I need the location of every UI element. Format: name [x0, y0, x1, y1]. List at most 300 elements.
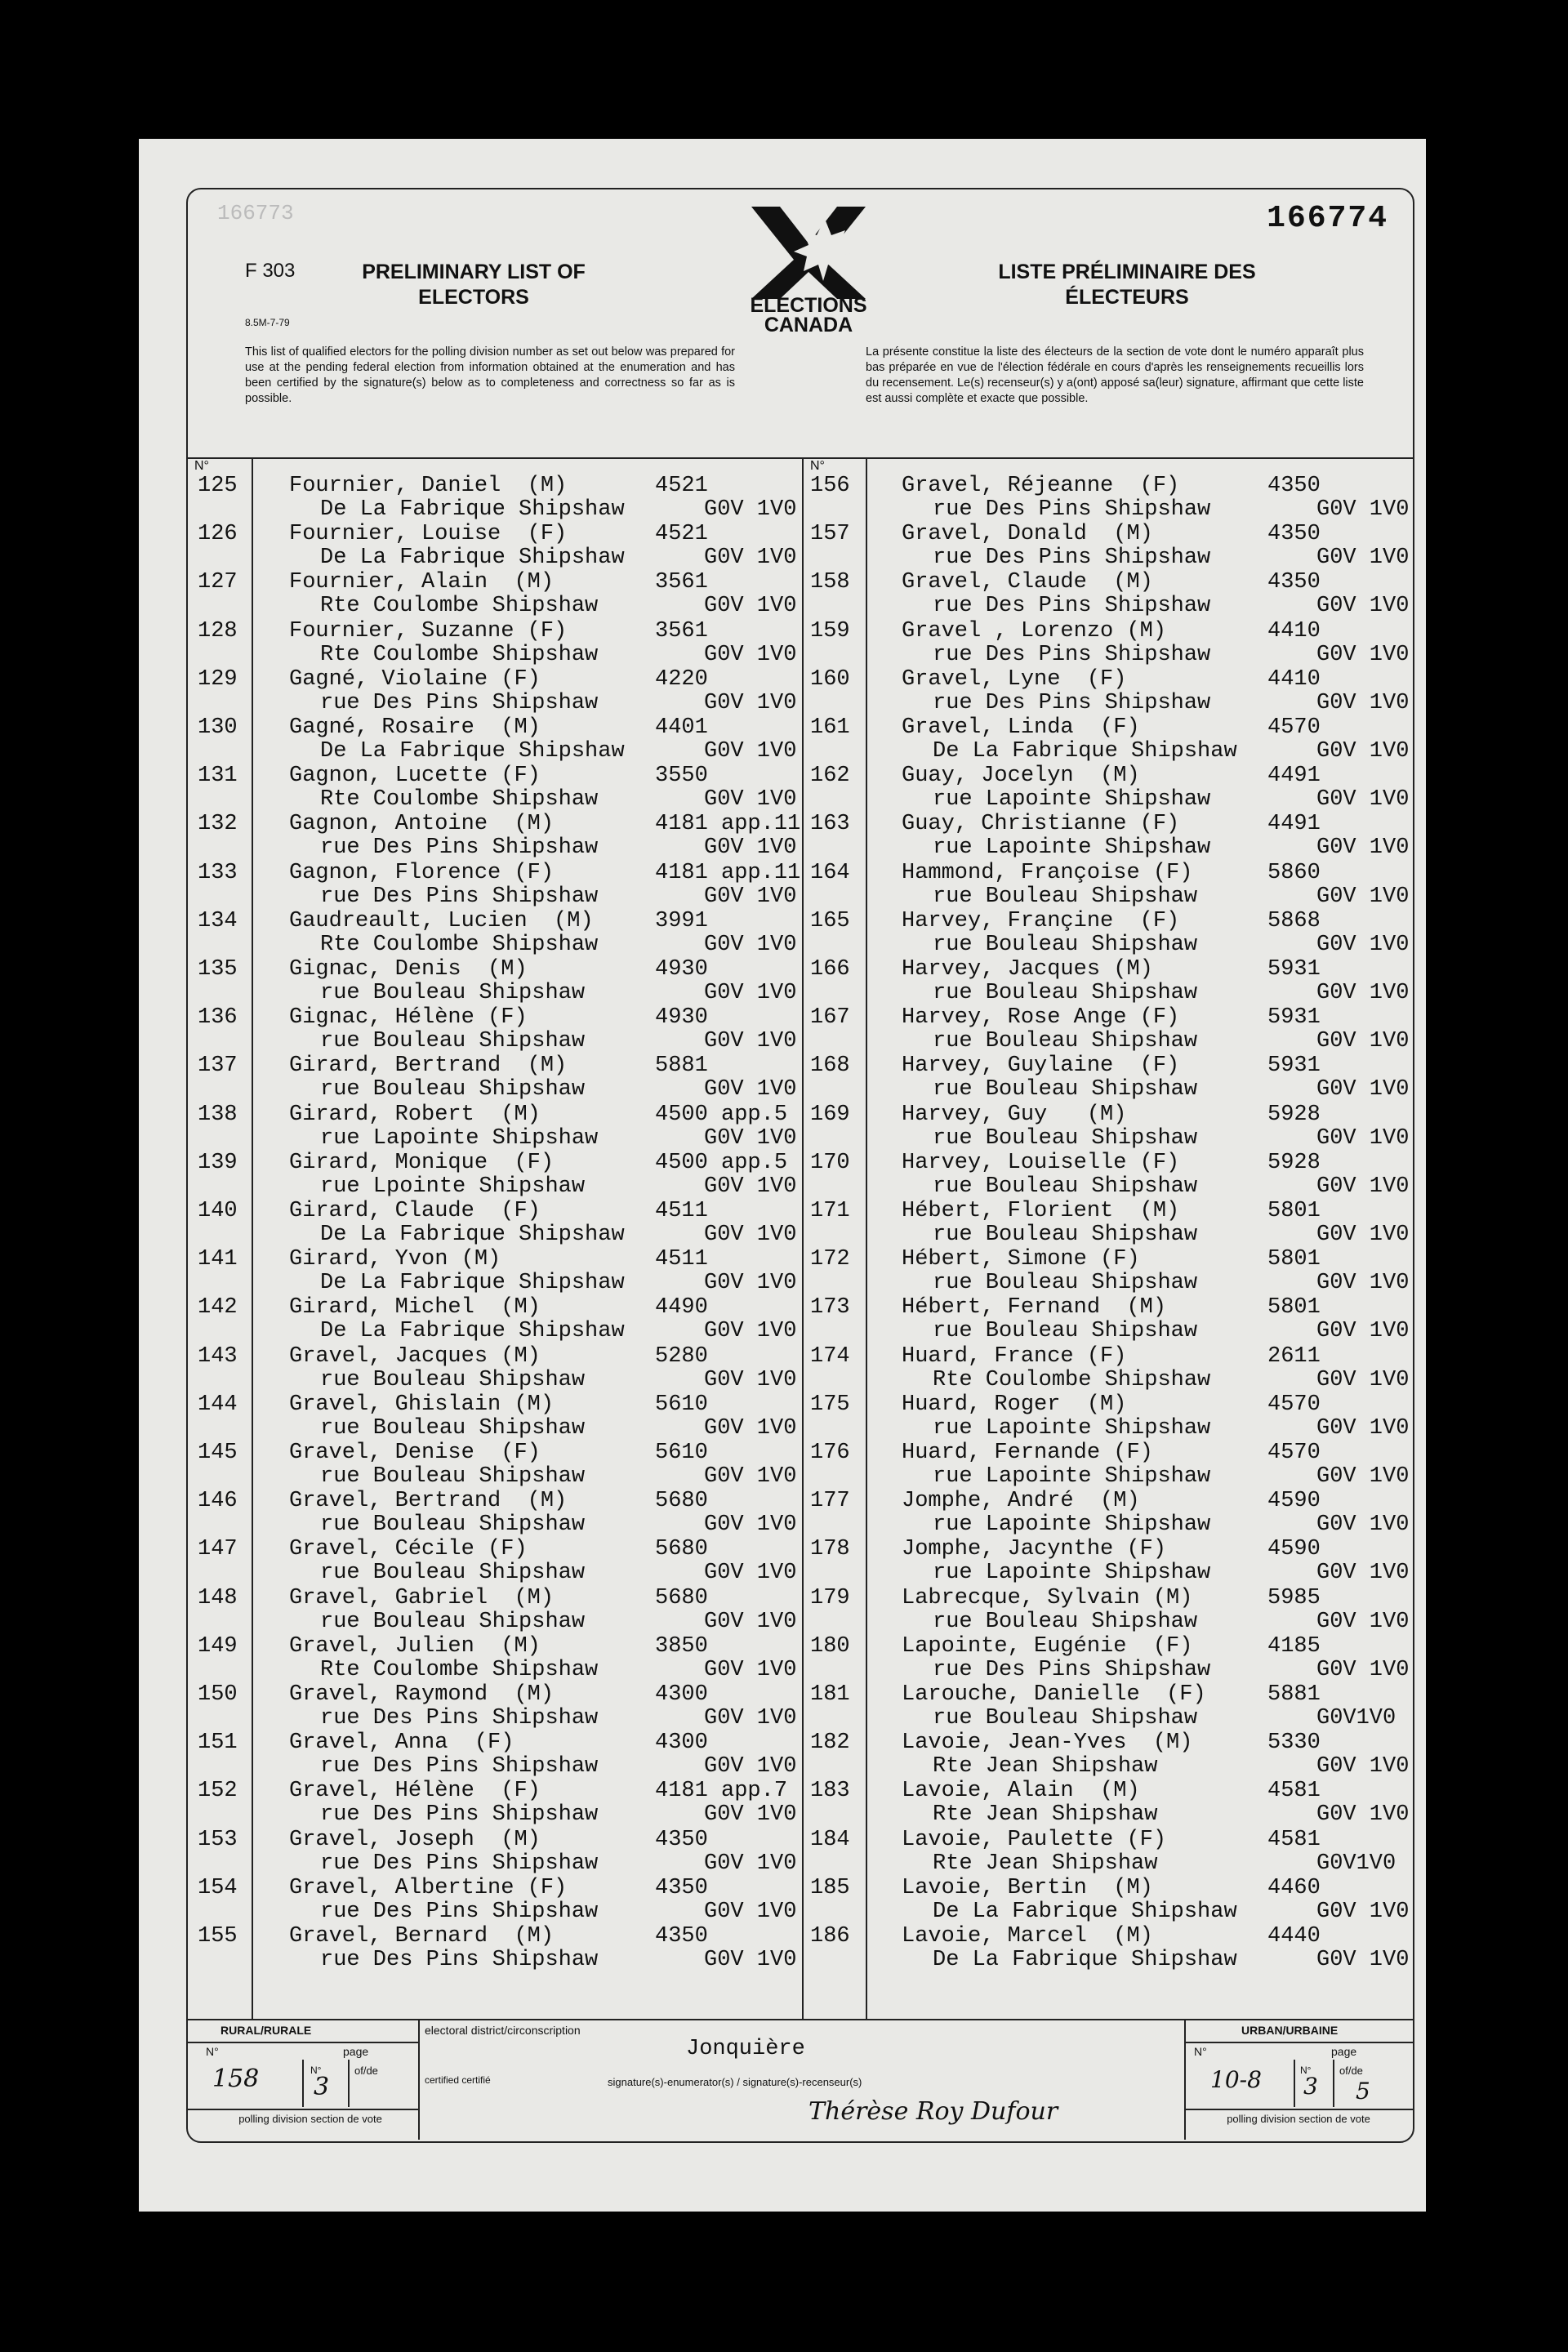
civic-number: 4350 [655, 1924, 708, 1949]
elector-name: Gagnon, Florence (F) [289, 860, 555, 885]
elector-entry [810, 861, 1431, 910]
elector-name: Gravel, Denise (F) [289, 1441, 541, 1465]
postal-code: G0V 1V0 [704, 1367, 797, 1392]
postal-code: G0V 1V0 [704, 546, 797, 571]
elector-name: Girard, Monique (F) [289, 1150, 555, 1175]
postal-code: G0V 1V0 [704, 690, 797, 715]
title-french: LISTE PRÉLIMINAIRE DES ÉLECTEURS [998, 261, 1256, 309]
elector-entry [198, 1199, 818, 1248]
street-address: rue Bouleau Shipshaw [933, 1077, 1198, 1102]
street-address: rue Lapointe Shipshaw [933, 1561, 1211, 1586]
elector-entry [198, 1924, 818, 1973]
elector-name: Harvey, Louiselle (F) [902, 1150, 1180, 1175]
street-address: De La Fabrique Shipshaw [933, 1948, 1237, 1972]
elector-number: 161 [810, 715, 850, 740]
street-address: rue Lapointe Shipshaw [320, 1125, 599, 1151]
postal-code: G0V 1V0 [704, 1754, 797, 1780]
street-address: De La Fabrique Shipshaw [933, 1899, 1237, 1924]
elector-name: Gignac, Denis (M) [289, 957, 528, 982]
elector-number: 136 [198, 1005, 238, 1031]
elector-entry [810, 1489, 1431, 1538]
elector-number: 126 [198, 522, 238, 547]
street-address: rue Bouleau Shipshaw [320, 1029, 586, 1054]
elector-entry [198, 1779, 818, 1828]
postal-code: G0V 1V0 [1316, 1029, 1410, 1054]
street-address: rue Bouleau Shipshaw [320, 1367, 586, 1392]
street-address: rue Des Pins Shipshaw [320, 884, 599, 909]
elector-name: Gagnon, Lucette (F) [289, 764, 541, 789]
elector-name: Gagnon, Antoine (M) [289, 812, 555, 837]
street-address: De La Fabrique Shipshaw [320, 1319, 625, 1344]
elector-entry [810, 474, 1431, 523]
civic-number: 4401 [655, 715, 708, 740]
no-label-left: N° [194, 459, 209, 473]
civic-number: 5931 [1267, 1005, 1321, 1031]
postal-code: G0V1V0 [1316, 1851, 1396, 1876]
postal-code: G0V 1V0 [704, 497, 797, 522]
elector-number: 167 [810, 1005, 850, 1031]
street-address: Rte Coulombe Shipshaw [320, 594, 599, 619]
elector-entry [198, 1537, 818, 1586]
elector-name: Harvey, Rose Ange (F) [902, 1005, 1180, 1031]
postal-code: G0V 1V0 [1316, 739, 1410, 764]
postal-code: G0V 1V0 [1316, 787, 1410, 813]
elector-entry [810, 570, 1431, 619]
civic-number: 5928 [1267, 1102, 1321, 1127]
elector-number: 174 [810, 1343, 850, 1369]
street-address: rue Bouleau Shipshaw [933, 932, 1198, 957]
elector-entry [198, 909, 818, 958]
elector-name: Lavoie, Marcel (M) [902, 1924, 1153, 1949]
urban-label: URBAN/URBAINE [1241, 2024, 1339, 2037]
elector-number: 179 [810, 1585, 850, 1610]
elector-name: Girard, Yvon (M) [289, 1247, 501, 1272]
elector-number: 135 [198, 957, 238, 982]
street-address: rue Bouleau Shipshaw [933, 1125, 1198, 1151]
urban-page-label: page [1331, 2045, 1357, 2058]
civic-number: 5801 [1267, 1199, 1321, 1223]
postal-code: G0V 1V0 [1316, 1561, 1410, 1586]
civic-number: 4185 [1267, 1633, 1321, 1659]
civic-number: 5610 [655, 1441, 708, 1465]
elector-number: 184 [810, 1827, 850, 1852]
street-address: De La Fabrique Shipshaw [320, 739, 625, 764]
postal-code: G0V 1V0 [1316, 497, 1410, 522]
street-address: rue Lapointe Shipshaw [933, 787, 1211, 813]
elector-number: 163 [810, 812, 850, 837]
urban-page-split [1333, 2060, 1334, 2107]
postal-code: G0V 1V0 [1316, 1657, 1410, 1682]
elector-name: Gravel, Claude (M) [902, 570, 1153, 595]
elector-entry [810, 1247, 1431, 1296]
elector-name: Gravel, Julien (M) [289, 1633, 541, 1659]
elector-number: 156 [810, 474, 850, 498]
elector-name: Lavoie, Paulette (F) [902, 1827, 1167, 1852]
postal-code: G0V 1V0 [1316, 690, 1410, 715]
street-address: rue Des Pins Shipshaw [320, 1948, 599, 1972]
civic-number: 4500 app.5 [655, 1150, 788, 1175]
elector-name: Lavoie, Jean-Yves (M) [902, 1731, 1193, 1756]
logo-text: ELECTIONS CANADA [750, 294, 867, 336]
street-address: rue Bouleau Shipshaw [933, 1271, 1198, 1296]
header-divider [188, 457, 1413, 459]
street-address: rue Lapointe Shipshaw [933, 1464, 1211, 1489]
street-address: rue Bouleau Shipshaw [933, 1706, 1198, 1731]
postal-code: G0V 1V0 [1316, 1948, 1410, 1972]
elector-number: 125 [198, 474, 238, 498]
postal-code: G0V 1V0 [1316, 932, 1410, 957]
elector-number: 149 [198, 1633, 238, 1659]
elector-name: Fournier, Louise (F) [289, 522, 568, 547]
civic-number: 4181 app.11 [655, 812, 801, 837]
civic-number: 4511 [655, 1247, 708, 1272]
elector-name: Jomphe, Jacynthe (F) [902, 1537, 1167, 1562]
certified-label: certified certifié [425, 2074, 491, 2086]
elector-entry [810, 1295, 1431, 1344]
postal-code: G0V 1V0 [704, 1561, 797, 1586]
postal-code: G0V 1V0 [704, 835, 797, 861]
enumerator-signature: Thérèse Roy Dufour [808, 2097, 1058, 2126]
elector-number: 137 [198, 1054, 238, 1079]
postal-code: G0V 1V0 [1316, 1512, 1410, 1538]
elector-entry [198, 861, 818, 910]
elector-number: 175 [810, 1392, 850, 1417]
elector-number: 171 [810, 1199, 850, 1223]
elector-name: Labrecque, Sylvain (M) [902, 1585, 1193, 1610]
street-address: rue Bouleau Shipshaw [320, 981, 586, 1005]
civic-number: 4460 [1267, 1875, 1321, 1900]
elector-name: Guay, Christianne (F) [902, 812, 1180, 837]
street-address: Rte Coulombe Shipshaw [320, 787, 599, 813]
street-address: Rte Jean Shipshaw [933, 1802, 1158, 1828]
elector-entry [198, 570, 818, 619]
civic-number: 4350 [1267, 522, 1321, 547]
elector-entry [810, 667, 1431, 716]
elector-number: 181 [810, 1682, 850, 1707]
civic-number: 4440 [1267, 1924, 1321, 1949]
elector-name: Gagné, Violaine (F) [289, 666, 541, 692]
elector-name: Gagné, Rosaire (M) [289, 715, 541, 740]
postal-code: G0V 1V0 [1316, 1899, 1410, 1924]
postal-code: G0V 1V0 [704, 1125, 797, 1151]
elector-entry [810, 1682, 1431, 1731]
postal-code: G0V 1V0 [704, 1512, 797, 1538]
footer-divider [188, 2019, 1413, 2020]
elector-number: 154 [198, 1875, 238, 1900]
elector-name: Harvey, Jacques (M) [902, 957, 1153, 982]
rural-label: RURAL/RURALE [220, 2024, 312, 2037]
elector-entry [198, 1489, 818, 1538]
civic-number: 5860 [1267, 860, 1321, 885]
street-address: rue Des Pins Shipshaw [933, 497, 1211, 522]
civic-number: 5928 [1267, 1150, 1321, 1175]
elector-number: 128 [198, 618, 238, 644]
elector-number: 159 [810, 618, 850, 644]
elector-entry [198, 1441, 818, 1490]
postal-code: G0V 1V0 [704, 1077, 797, 1102]
rural-of-label: of/de [354, 2065, 378, 2077]
elector-entry [810, 1199, 1431, 1248]
intro-french: La présente constitue la liste des électeurs de la section de vote dont le numéro apparaît plus bas préparée en vue de l'élection fédérale en cours d'après les renseignements recueillis lors du recensement. Le(s) recenseur(s) y a(ont) apposé sa(leur) signature, affirmant que cette liste est aussi complète et exacte que possible. [866, 345, 1364, 405]
elector-number: 180 [810, 1633, 850, 1659]
civic-number: 4590 [1267, 1489, 1321, 1514]
civic-number: 5680 [655, 1489, 708, 1514]
urban-of-label: of/de [1339, 2065, 1363, 2077]
street-address: Rte Coulombe Shipshaw [320, 932, 599, 957]
civic-number: 5801 [1267, 1295, 1321, 1321]
elector-entry [198, 764, 818, 813]
street-address: rue Bouleau Shipshaw [320, 1561, 586, 1586]
elector-name: Hébert, Florient (M) [902, 1199, 1180, 1223]
street-address: rue Bouleau Shipshaw [320, 1077, 586, 1102]
elector-number: 131 [198, 764, 238, 789]
street-address: rue Des Pins Shipshaw [933, 546, 1211, 571]
postal-code: G0V 1V0 [1316, 835, 1410, 861]
civic-number: 4930 [655, 1005, 708, 1031]
civic-number: 4491 [1267, 764, 1321, 789]
elector-number: 141 [198, 1247, 238, 1272]
elector-number: 182 [810, 1731, 850, 1756]
urban-poll-number: 10-8 [1210, 2066, 1262, 2093]
civic-number: 4350 [655, 1827, 708, 1852]
postal-code: G0V 1V0 [1316, 1415, 1410, 1441]
elector-entry [198, 1634, 818, 1683]
elector-entry [198, 1295, 818, 1344]
civic-number: 5881 [1267, 1682, 1321, 1707]
elector-entry [198, 1682, 818, 1731]
elector-name: Gravel, Réjeanne (F) [902, 474, 1180, 498]
street-address: rue Bouleau Shipshaw [320, 1609, 586, 1634]
street-address: rue Des Pins Shipshaw [320, 835, 599, 861]
elector-name: Gravel , Lorenzo (M) [902, 618, 1167, 644]
elector-name: Gravel, Gabriel (M) [289, 1585, 555, 1610]
civic-number: 4350 [1267, 570, 1321, 595]
civic-number: 3550 [655, 764, 708, 789]
elector-number: 173 [810, 1295, 850, 1321]
elector-entry [198, 1247, 818, 1296]
postal-code: G0V 1V0 [704, 1657, 797, 1682]
street-address: rue Bouleau Shipshaw [933, 1609, 1198, 1634]
elector-name: Fournier, Suzanne (F) [289, 618, 568, 644]
elector-entry [198, 1102, 818, 1152]
civic-number: 5931 [1267, 1054, 1321, 1079]
elector-name: Harvey, Guy (M) [902, 1102, 1127, 1127]
street-address: rue Lpointe Shipshaw [320, 1174, 586, 1199]
rural-poll-number: 158 [212, 2065, 260, 2093]
street-address: rue Bouleau Shipshaw [320, 1512, 586, 1538]
elector-entry [810, 1586, 1431, 1635]
elector-number: 143 [198, 1343, 238, 1369]
elector-name: Gravel, Linda (F) [902, 715, 1140, 740]
elector-entry [810, 1924, 1431, 1973]
title-english: PRELIMINARY LIST OF ELECTORS [362, 261, 586, 309]
urban-no-label: N° [1194, 2045, 1207, 2058]
elector-name: Girard, Bertrand (M) [289, 1054, 568, 1079]
civic-number: 5985 [1267, 1585, 1321, 1610]
civic-number: 2611 [1267, 1343, 1321, 1369]
postal-code: G0V 1V0 [704, 787, 797, 813]
rural-page-label: page [343, 2045, 369, 2058]
postal-code: G0V 1V0 [704, 884, 797, 909]
postal-code: G0V 1V0 [1316, 1077, 1410, 1102]
elector-number: 138 [198, 1102, 238, 1127]
elector-name: Girard, Michel (M) [289, 1295, 541, 1321]
elector-name: Lapointe, Eugénie (F) [902, 1633, 1193, 1659]
civic-number: 4350 [655, 1875, 708, 1900]
elector-number: 172 [810, 1247, 850, 1272]
civic-number: 4300 [655, 1682, 708, 1707]
electors-form [186, 188, 1414, 2143]
elector-entry [810, 1054, 1431, 1102]
elector-entry [198, 1586, 818, 1635]
right-elector-column [810, 474, 1413, 2017]
civic-number: 3991 [655, 908, 708, 933]
district-label: electoral district/circonscription [425, 2024, 581, 2037]
elector-number: 186 [810, 1924, 850, 1949]
civic-number: 4491 [1267, 812, 1321, 837]
street-address: Rte Coulombe Shipshaw [320, 1657, 599, 1682]
elections-canada-logo [727, 203, 890, 346]
elector-entry [810, 1634, 1431, 1683]
elector-entry [198, 1005, 818, 1054]
elector-entry [810, 715, 1431, 764]
urban-box-split [1294, 2060, 1295, 2107]
elector-number: 132 [198, 812, 238, 837]
postal-code: G0V 1V0 [1316, 884, 1410, 909]
postal-code: G0V 1V0 [704, 1851, 797, 1876]
street-address: rue Lapointe Shipshaw [933, 1512, 1211, 1538]
elector-number: 157 [810, 522, 850, 547]
elector-name: Gravel, Raymond (M) [289, 1682, 555, 1707]
postal-code: G0V 1V0 [1316, 1319, 1410, 1344]
postal-code: G0V 1V0 [704, 1029, 797, 1054]
street-address: Rte Jean Shipshaw [933, 1851, 1158, 1876]
elector-entry [810, 1151, 1431, 1200]
postal-code: G0V 1V0 [704, 739, 797, 764]
street-address: De La Fabrique Shipshaw [320, 546, 625, 571]
civic-number: 5801 [1267, 1247, 1321, 1272]
civic-number: 5931 [1267, 957, 1321, 982]
elector-entry [810, 957, 1431, 1006]
elector-entry [198, 1731, 818, 1780]
elector-name: Guay, Jocelyn (M) [902, 764, 1140, 789]
civic-number: 4410 [1267, 618, 1321, 644]
street-address: rue Bouleau Shipshaw [933, 981, 1198, 1005]
elector-name: Huard, Roger (M) [902, 1392, 1127, 1417]
elector-number: 177 [810, 1489, 850, 1514]
civic-number: 4350 [1267, 474, 1321, 498]
elector-number: 148 [198, 1585, 238, 1610]
street-address: rue Bouleau Shipshaw [320, 1464, 586, 1489]
elector-entry [810, 1779, 1431, 1828]
civic-number: 4570 [1267, 1392, 1321, 1417]
elector-name: Gravel, Lyne (F) [902, 666, 1127, 692]
elector-number: 150 [198, 1682, 238, 1707]
elector-number: 164 [810, 860, 850, 885]
elector-number: 145 [198, 1441, 238, 1465]
elector-number: 176 [810, 1441, 850, 1465]
postal-code: G0V 1V0 [1316, 1223, 1410, 1247]
document-page [139, 139, 1426, 2212]
urban-page-total: 5 [1356, 2078, 1370, 2105]
elector-entry [810, 619, 1431, 668]
street-address: rue Des Pins Shipshaw [320, 1802, 599, 1828]
postal-code: G0V 1V0 [704, 1802, 797, 1828]
elector-name: Gignac, Hélène (F) [289, 1005, 528, 1031]
urban-no-sub: N° [1300, 2065, 1312, 2076]
postal-code: G0V 1V0 [704, 1464, 797, 1489]
postal-code: G0V 1V0 [1316, 1464, 1410, 1489]
postal-code: G0V1V0 [1316, 1706, 1396, 1731]
elector-entry [810, 1537, 1431, 1586]
street-address: rue Des Pins Shipshaw [933, 642, 1211, 667]
street-address: rue Des Pins Shipshaw [933, 1657, 1211, 1682]
street-address: rue Des Pins Shipshaw [320, 1899, 599, 1924]
elector-number: 155 [198, 1924, 238, 1949]
rural-page-number: 3 [314, 2073, 330, 2101]
civic-number: 5680 [655, 1537, 708, 1562]
street-address: rue Des Pins Shipshaw [933, 594, 1211, 619]
elector-entry [198, 1054, 818, 1102]
civic-number: 4521 [655, 474, 708, 498]
elector-entry [198, 522, 818, 571]
elector-name: Hammond, Françoise (F) [902, 860, 1193, 885]
postal-code: G0V 1V0 [1316, 1367, 1410, 1392]
postal-code: G0V 1V0 [1316, 546, 1410, 571]
civic-number: 4521 [655, 522, 708, 547]
elector-entry [810, 1102, 1431, 1152]
civic-number: 4181 app.7 [655, 1779, 788, 1804]
elector-number: 178 [810, 1537, 850, 1562]
elector-name: Harvey, Guylaine (F) [902, 1054, 1180, 1079]
civic-number: 5280 [655, 1343, 708, 1369]
elector-number: 169 [810, 1102, 850, 1127]
elector-entry [198, 667, 818, 716]
elector-number: 146 [198, 1489, 238, 1514]
elector-number: 142 [198, 1295, 238, 1321]
elector-name: Fournier, Daniel (M) [289, 474, 568, 498]
elector-number: 160 [810, 666, 850, 692]
ghost-serial: 166773 [217, 201, 294, 225]
civic-number: 3561 [655, 570, 708, 595]
elector-entry [198, 957, 818, 1006]
no-label-right: N° [810, 459, 825, 473]
civic-number: 4410 [1267, 666, 1321, 692]
street-address: Rte Jean Shipshaw [933, 1754, 1158, 1780]
civic-number: 4581 [1267, 1779, 1321, 1804]
elector-entry [198, 1392, 818, 1441]
serial-number: 166774 [1267, 201, 1388, 236]
elector-number: 129 [198, 666, 238, 692]
civic-number: 4300 [655, 1731, 708, 1756]
postal-code: G0V 1V0 [704, 1271, 797, 1296]
street-address: rue Bouleau Shipshaw [933, 884, 1198, 909]
postal-code: G0V 1V0 [1316, 1271, 1410, 1296]
maple-x-icon [743, 203, 874, 301]
street-address: Rte Coulombe Shipshaw [320, 642, 599, 667]
elector-number: 140 [198, 1199, 238, 1223]
street-address: rue Bouleau Shipshaw [933, 1223, 1198, 1247]
civic-number: 4570 [1267, 715, 1321, 740]
postal-code: G0V 1V0 [704, 1899, 797, 1924]
postal-code: G0V 1V0 [1316, 981, 1410, 1005]
rural-page-split [348, 2060, 350, 2107]
elector-number: 152 [198, 1779, 238, 1804]
elector-name: Hébert, Simone (F) [902, 1247, 1140, 1272]
civic-number: 4570 [1267, 1441, 1321, 1465]
street-address: De La Fabrique Shipshaw [320, 1271, 625, 1296]
form-number: F 303 [245, 260, 296, 282]
